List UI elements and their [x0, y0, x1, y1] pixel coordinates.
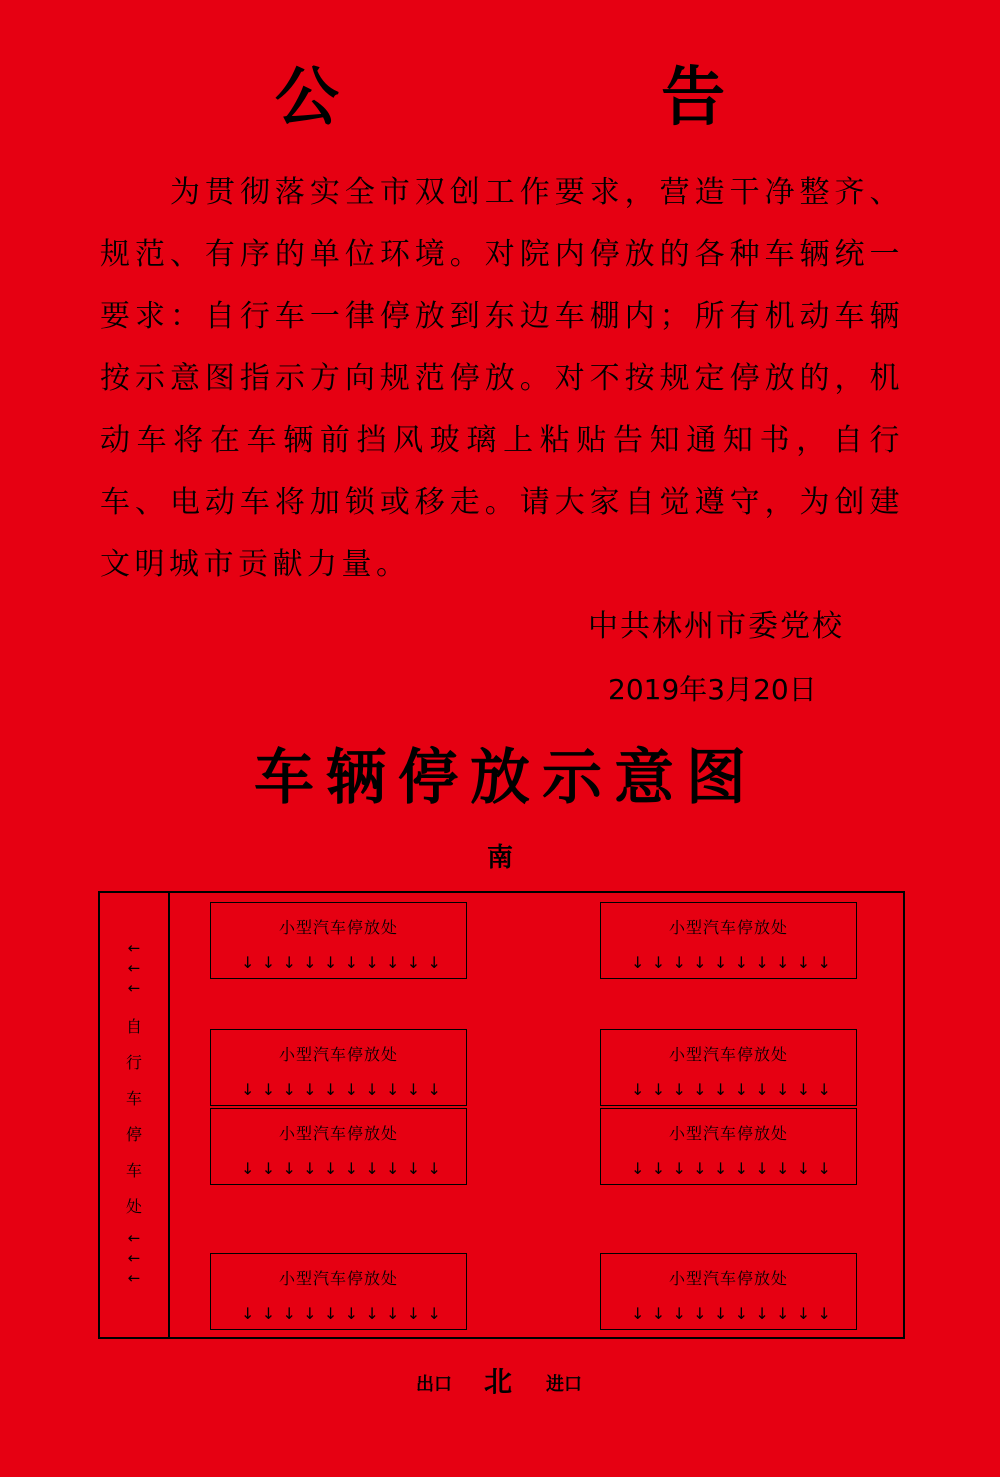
- down-arrow-icon: ↓: [303, 1080, 317, 1099]
- left-arrow-icon: ←: [127, 1269, 141, 1287]
- down-arrow-icon: ↓: [776, 1159, 790, 1178]
- lot-arrows: [241, 1080, 441, 1100]
- down-arrow-icon: ↓: [241, 1080, 255, 1099]
- lot-label: 小型汽车停放处: [278, 918, 398, 937]
- south-label: 南: [486, 843, 513, 873]
- lot-arrows: [631, 953, 831, 973]
- lot-arrows: [241, 953, 441, 973]
- notice-date: 2019年3月20日: [608, 673, 817, 706]
- left-arrow-icon: ←: [127, 939, 141, 957]
- down-arrow-icon: ↓: [344, 953, 358, 972]
- notice-title: 公 告: [274, 60, 876, 135]
- down-arrow-icon: ↓: [631, 1159, 645, 1178]
- down-arrow-icon: ↓: [261, 1159, 276, 1178]
- down-arrow-icon: ↓: [241, 953, 255, 972]
- down-arrow-icon: ↓: [261, 1080, 276, 1099]
- left-arrow-icon: ←: [127, 1249, 141, 1267]
- down-arrow-icon: ↓: [734, 1159, 748, 1178]
- car-parking-lot: [210, 1253, 467, 1330]
- lot-label: 小型汽车停放处: [278, 1124, 398, 1143]
- notice-body: [100, 162, 904, 596]
- down-arrow-icon: ↓: [817, 953, 831, 972]
- left-arrow-icon: ←: [127, 959, 141, 977]
- down-arrow-icon: ↓: [713, 1304, 728, 1323]
- car-parking-lot: [210, 1029, 467, 1106]
- down-arrow-icon: ↓: [693, 1159, 707, 1178]
- down-arrow-icon: ↓: [427, 953, 441, 972]
- bike-area-label-char: 处: [125, 1197, 142, 1216]
- down-arrow-icon: ↓: [631, 953, 645, 972]
- bike-area-label-char: 自: [125, 1017, 142, 1036]
- bike-area-label-char: 车: [125, 1089, 142, 1108]
- down-arrow-icon: ↓: [323, 1304, 338, 1323]
- down-arrow-icon: ↓: [241, 1159, 255, 1178]
- down-arrow-icon: ↓: [713, 1080, 728, 1099]
- bike-area-label-char: 停: [125, 1125, 142, 1144]
- down-arrow-icon: ↓: [755, 953, 769, 972]
- exit-label: 出口: [416, 1374, 452, 1395]
- down-arrow-icon: ↓: [713, 1159, 728, 1178]
- down-arrow-icon: ↓: [261, 1304, 276, 1323]
- bike-area-label-char: 车: [125, 1161, 142, 1180]
- down-arrow-icon: ↓: [713, 953, 728, 972]
- down-arrow-icon: ↓: [817, 1159, 831, 1178]
- entry-label: 进口: [546, 1374, 582, 1395]
- down-arrow-icon: ↓: [386, 1159, 400, 1178]
- down-arrow-icon: ↓: [303, 1159, 317, 1178]
- down-arrow-icon: ↓: [365, 953, 379, 972]
- lot-arrows: [241, 1304, 441, 1324]
- down-arrow-icon: ↓: [282, 1304, 296, 1323]
- down-arrow-icon: ↓: [427, 1080, 441, 1099]
- lot-arrows: [631, 1304, 831, 1324]
- down-arrow-icon: ↓: [734, 1080, 748, 1099]
- down-arrow-icon: ↓: [672, 1080, 686, 1099]
- down-arrow-icon: ↓: [755, 1080, 769, 1099]
- down-arrow-icon: ↓: [755, 1304, 769, 1323]
- left-arrow-icon: ←: [127, 979, 141, 997]
- lot-arrows: [631, 1159, 831, 1179]
- notice-line: 文明城市贡献力量。: [100, 547, 411, 582]
- notice-line: 车、电动车将加锁或移走。请大家自觉遵守，为创建: [100, 485, 904, 520]
- down-arrow-icon: ↓: [631, 1080, 645, 1099]
- lot-label: 小型汽车停放处: [278, 1269, 398, 1288]
- down-arrow-icon: ↓: [344, 1159, 358, 1178]
- down-arrow-icon: ↓: [282, 1080, 296, 1099]
- north-label: 北: [484, 1365, 513, 1398]
- down-arrow-icon: ↓: [323, 953, 338, 972]
- down-arrow-icon: ↓: [303, 1304, 317, 1323]
- down-arrow-icon: ↓: [776, 1304, 790, 1323]
- down-arrow-icon: ↓: [796, 953, 811, 972]
- car-parking-lot: [600, 1108, 857, 1185]
- down-arrow-icon: ↓: [693, 953, 707, 972]
- down-arrow-icon: ↓: [651, 1304, 666, 1323]
- down-arrow-icon: ↓: [672, 1304, 686, 1323]
- bike-area-label-char: 行: [125, 1053, 142, 1072]
- down-arrow-icon: ↓: [303, 953, 317, 972]
- diagram-title: 车辆停放示意图: [254, 743, 758, 813]
- car-parking-lot: [600, 1253, 857, 1330]
- down-arrow-icon: ↓: [386, 953, 400, 972]
- down-arrow-icon: ↓: [406, 953, 421, 972]
- down-arrow-icon: ↓: [365, 1159, 379, 1178]
- lot-label: 小型汽车停放处: [668, 918, 788, 937]
- down-arrow-icon: ↓: [693, 1304, 707, 1323]
- down-arrow-icon: ↓: [344, 1080, 358, 1099]
- lot-arrows: [631, 1080, 831, 1100]
- down-arrow-icon: ↓: [651, 953, 666, 972]
- notice-line: 按示意图指示方向规范停放。对不按规定停放的，机: [100, 361, 904, 396]
- down-arrow-icon: ↓: [282, 953, 296, 972]
- down-arrow-icon: ↓: [406, 1159, 421, 1178]
- down-arrow-icon: ↓: [755, 1159, 769, 1178]
- down-arrow-icon: ↓: [693, 1080, 707, 1099]
- lot-label: 小型汽车停放处: [668, 1045, 788, 1064]
- down-arrow-icon: ↓: [672, 953, 686, 972]
- down-arrow-icon: ↓: [365, 1080, 379, 1099]
- notice-organization: 中共林州市委党校: [588, 609, 844, 644]
- lot-arrows: [241, 1159, 441, 1179]
- down-arrow-icon: ↓: [427, 1159, 441, 1178]
- down-arrow-icon: ↓: [631, 1304, 645, 1323]
- down-arrow-icon: ↓: [406, 1080, 421, 1099]
- down-arrow-icon: ↓: [323, 1159, 338, 1178]
- notice-line: 动车将在车辆前挡风玻璃上粘贴告知通知书，自行: [100, 423, 904, 458]
- down-arrow-icon: ↓: [406, 1304, 421, 1323]
- down-arrow-icon: ↓: [817, 1304, 831, 1323]
- lot-label: 小型汽车停放处: [668, 1269, 788, 1288]
- down-arrow-icon: ↓: [776, 953, 790, 972]
- down-arrow-icon: ↓: [386, 1080, 400, 1099]
- down-arrow-icon: ↓: [427, 1304, 441, 1323]
- down-arrow-icon: ↓: [817, 1080, 831, 1099]
- car-parking-lot: [600, 1029, 857, 1106]
- notice-line: 规范、有序的单位环境。对院内停放的各种车辆统一: [100, 237, 904, 272]
- down-arrow-icon: ↓: [796, 1304, 811, 1323]
- car-parking-lot: [210, 1108, 467, 1185]
- down-arrow-icon: ↓: [796, 1159, 811, 1178]
- notice-line: 要求：自行车一律停放到东边车棚内；所有机动车辆: [100, 299, 904, 334]
- notice-line: 为贯彻落实全市双创工作要求，营造干净整齐、: [170, 175, 904, 210]
- down-arrow-icon: ↓: [261, 953, 276, 972]
- down-arrow-icon: ↓: [672, 1159, 686, 1178]
- down-arrow-icon: ↓: [796, 1080, 811, 1099]
- down-arrow-icon: ↓: [386, 1304, 400, 1323]
- down-arrow-icon: ↓: [282, 1159, 296, 1178]
- left-arrow-icon: ←: [127, 1229, 141, 1247]
- down-arrow-icon: ↓: [734, 1304, 748, 1323]
- down-arrow-icon: ↓: [734, 953, 748, 972]
- lot-label: 小型汽车停放处: [668, 1124, 788, 1143]
- down-arrow-icon: ↓: [651, 1159, 666, 1178]
- down-arrow-icon: ↓: [651, 1080, 666, 1099]
- lot-label: 小型汽车停放处: [278, 1045, 398, 1064]
- down-arrow-icon: ↓: [344, 1304, 358, 1323]
- down-arrow-icon: ↓: [365, 1304, 379, 1323]
- down-arrow-icon: ↓: [323, 1080, 338, 1099]
- car-parking-lot: [600, 902, 857, 979]
- down-arrow-icon: ↓: [241, 1304, 255, 1323]
- down-arrow-icon: ↓: [776, 1080, 790, 1099]
- car-parking-lot: [210, 902, 467, 979]
- bike-area-divider: [168, 891, 170, 1339]
